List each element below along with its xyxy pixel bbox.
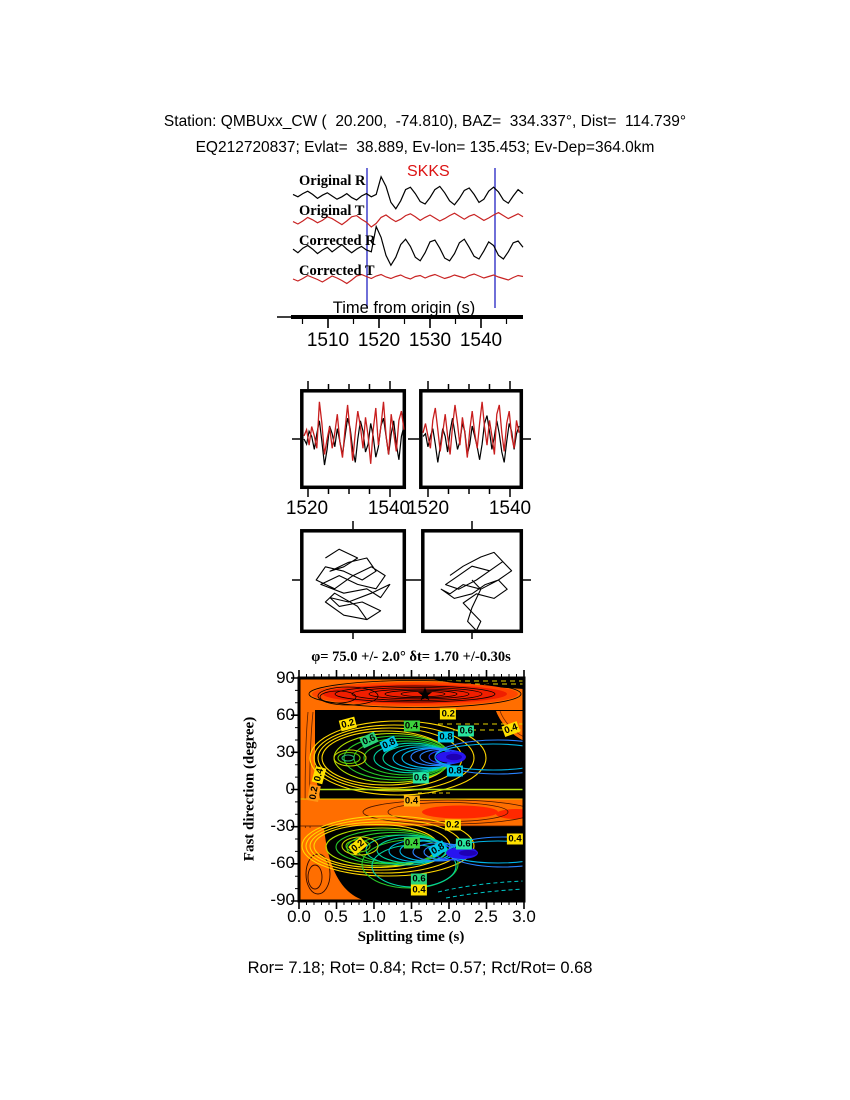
time-tick-1530: 1530 bbox=[408, 330, 452, 351]
particle-motion-uncorrected bbox=[316, 549, 390, 619]
contour-annotation: 0.4 bbox=[404, 837, 419, 849]
contour-ylabel: Fast direction (degree) bbox=[241, 716, 258, 862]
contour-annotation: 0.6 bbox=[412, 873, 426, 885]
event-header-line2: EQ212720837; Evlat= 38.889, Ev-lon= 135.453; Ev-Dep=364.0km bbox=[195, 139, 655, 156]
xtick-25: 2.5 bbox=[474, 907, 498, 926]
contour-annotation: 0.6 bbox=[413, 772, 428, 784]
ytick-0: 0 bbox=[285, 779, 295, 798]
contour-annotation: 0.6 bbox=[459, 725, 473, 737]
contour-annotation: 0.2 bbox=[348, 838, 367, 855]
contour-annotation: 0.2 bbox=[446, 819, 460, 831]
label-corrected-r: Corrected R bbox=[299, 233, 376, 249]
ytick-30: 30 bbox=[276, 742, 295, 761]
overlay-tick-b1520: 1520 bbox=[406, 498, 450, 519]
contour-annotation: 0.4 bbox=[508, 833, 522, 845]
xtick-20: 2.0 bbox=[437, 907, 461, 926]
ytick-60: 60 bbox=[276, 705, 295, 724]
particle-box-right bbox=[423, 531, 522, 632]
contour-annotation: 0.4 bbox=[312, 766, 327, 783]
time-tick-1540: 1540 bbox=[459, 330, 503, 351]
label-original-r: Original R bbox=[299, 173, 366, 189]
contour-annotation: 0.2 bbox=[307, 785, 321, 801]
contour-surface bbox=[295, 678, 538, 901]
station-header-line1: Station: QMBUxx_CW ( 20.200, -74.810), BAZ= 334.337°, Dist= 114.739° bbox=[163, 113, 687, 130]
particle-motion-boxes bbox=[288, 519, 536, 645]
overlay-right-red-trace bbox=[423, 402, 519, 458]
contour-annotation: 0.2 bbox=[441, 708, 455, 720]
time-tick-1520: 1520 bbox=[357, 330, 401, 351]
overlay-tick-a1540: 1540 bbox=[367, 498, 411, 519]
contour-annotation: 0.8 bbox=[448, 765, 462, 777]
contour-xlabel: Splitting time (s) bbox=[357, 929, 465, 945]
quality-stats: Ror= 7.18; Rot= 0.84; Rct= 0.57; Rct/Rot= 0.68 bbox=[247, 959, 593, 977]
contour-annotation: 0.4 bbox=[412, 884, 426, 896]
overlay-tick-a1520: 1520 bbox=[285, 498, 329, 519]
xtick-0: 0.0 bbox=[287, 907, 311, 926]
particle-box-ticks bbox=[292, 521, 531, 639]
contour-annotation: 0.4 bbox=[404, 795, 419, 807]
contour-annotation: 0.4 bbox=[503, 721, 520, 737]
label-original-t: Original T bbox=[299, 203, 365, 219]
ytick-90: 90 bbox=[276, 668, 295, 687]
xtick-05: 0.5 bbox=[324, 907, 348, 926]
contour-annotation: 0.2 bbox=[339, 716, 356, 731]
contour-annotation: 0.8 bbox=[429, 840, 447, 858]
time-axis-title: Time from origin (s) bbox=[332, 299, 476, 317]
time-axis bbox=[277, 317, 523, 328]
phase-label: SKKS bbox=[407, 163, 450, 180]
window-overlay-boxes bbox=[288, 381, 536, 499]
contour-annotation: 0.4 bbox=[404, 720, 419, 732]
ytick-m60: -60 bbox=[270, 853, 295, 872]
contour-annotation: 0.8 bbox=[380, 735, 398, 752]
overlay-tick-b1540: 1540 bbox=[488, 498, 532, 519]
particle-motion-corrected bbox=[441, 552, 511, 630]
xtick-15: 1.5 bbox=[399, 907, 423, 926]
label-corrected-t: Corrected T bbox=[299, 263, 375, 279]
ytick-m90: -90 bbox=[270, 890, 295, 909]
contour-annotation: 0.6 bbox=[360, 732, 378, 748]
contour-annotation: 0.8 bbox=[439, 731, 453, 743]
xtick-30: 3.0 bbox=[512, 907, 536, 926]
contour-annotation: 0.6 bbox=[457, 838, 471, 850]
time-tick-1510: 1510 bbox=[306, 330, 350, 351]
xtick-10: 1.0 bbox=[362, 907, 386, 926]
contour-title: φ= 75.0 +/- 2.0° δt= 1.70 +/-0.30s bbox=[311, 649, 511, 665]
ytick-m30: -30 bbox=[270, 816, 295, 835]
